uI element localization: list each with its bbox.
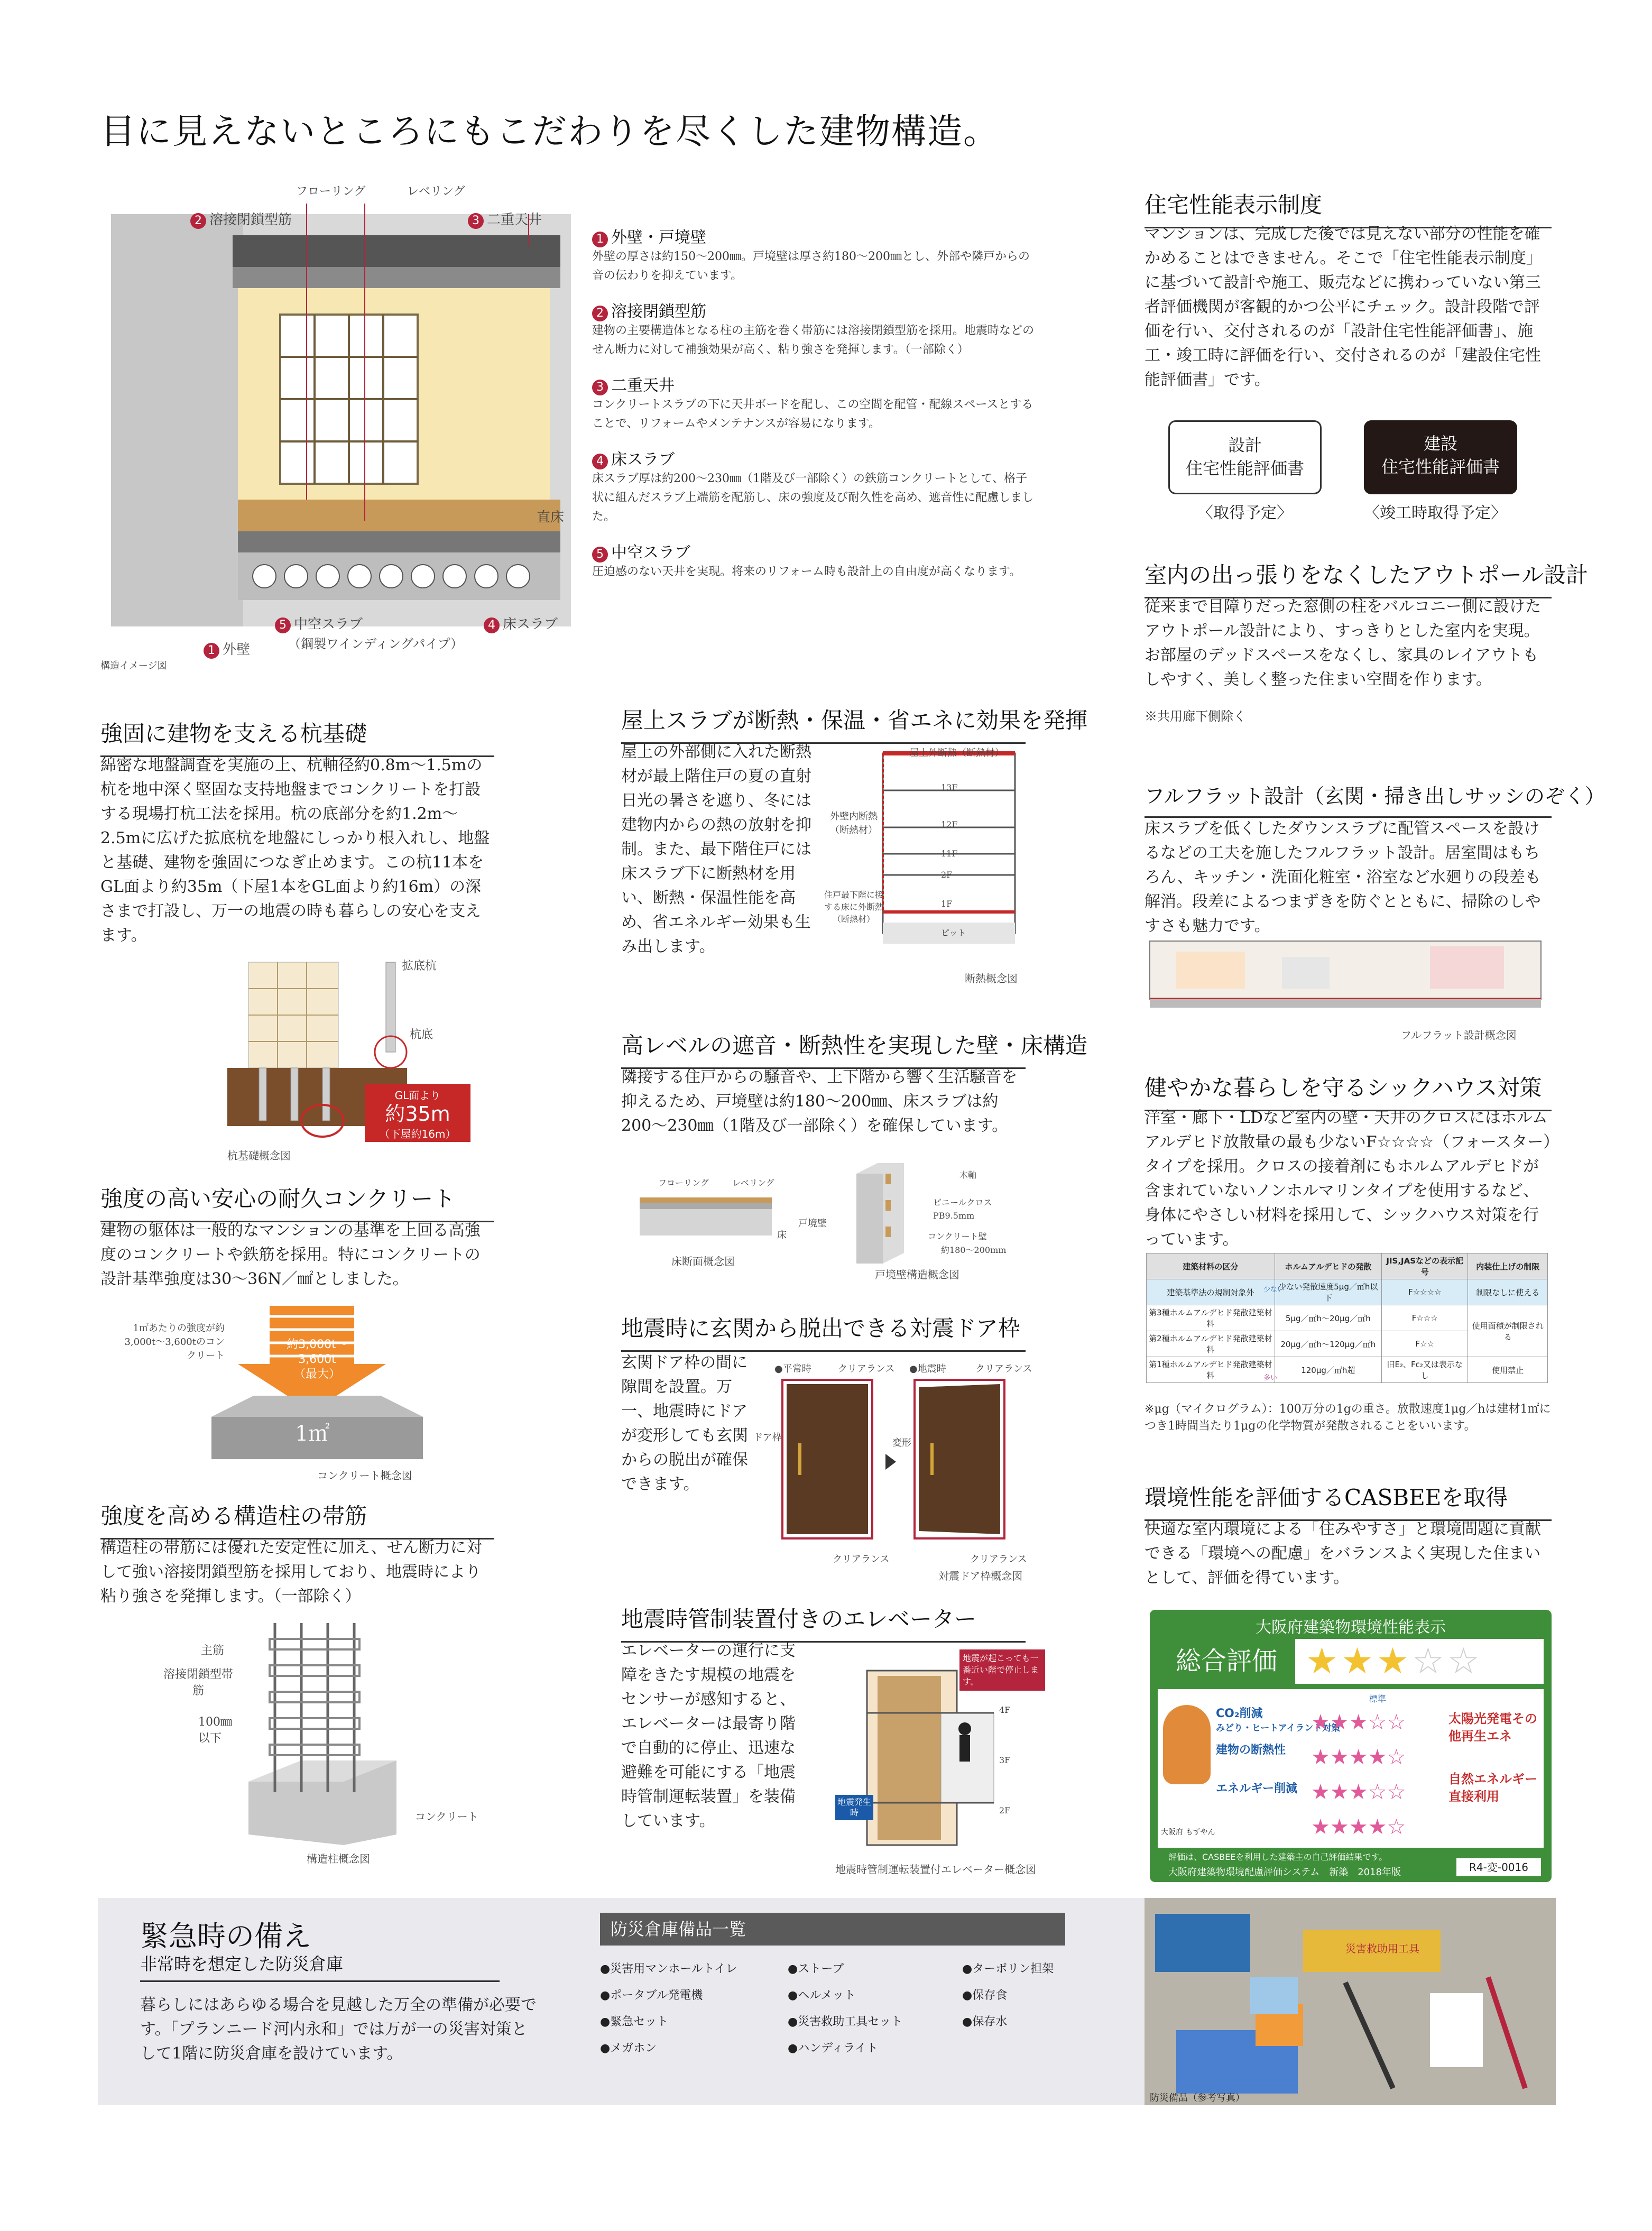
casbee-system: 大阪府建築物環境配慮評価システム 新築 2018年版	[1168, 1867, 1401, 1878]
elevator-floor-2: 2F	[999, 1805, 1011, 1815]
casbee-board	[1150, 1610, 1552, 1882]
pile-heading: 強固に建物を支える杭基礎	[100, 716, 494, 757]
star-row: ★★★★☆	[1311, 1745, 1406, 1769]
sound-label-conc: コンクリート壁	[928, 1231, 987, 1241]
sick-cell: 120μg／㎡h超	[1275, 1357, 1381, 1383]
construction-badge-line1: 建設	[1423, 434, 1457, 454]
concrete-text: 建物の躯体は一般的なマンションの基準を上回る高強度のコンクリートや鉄筋を採用。特にコンクリートの設計基準強度は30～36N／㎟としました。	[100, 1221, 481, 1288]
design-badge-note: 〈取得予定〉	[1197, 504, 1293, 522]
mascot-icon	[1163, 1705, 1211, 1784]
diagram-label-flooring: フローリング	[296, 185, 366, 198]
diagram-caption: 構造イメージ図	[100, 660, 167, 671]
casbee-code: R4-変-0016	[1456, 1858, 1541, 1876]
design-badge-line2: 住宅性能評価書	[1185, 458, 1304, 478]
list-item: ●ヘルメット	[788, 1989, 856, 2002]
roof-diagram	[835, 743, 1031, 965]
sound-label-leveling: レベリング	[732, 1178, 774, 1188]
sound-caption-floor: 床断面概念図	[671, 1255, 735, 1268]
diagram-label-leveling: レベリング	[407, 185, 465, 198]
star-icon: ☆	[1447, 1640, 1483, 1682]
emergency-section	[98, 1898, 1556, 2105]
door-label-clear-2: クリアランス	[975, 1363, 1032, 1375]
list-item: ●ターポリン担架	[962, 1962, 1054, 1976]
list-item: ●メガホン	[600, 2042, 657, 2055]
sound-heading: 高レベルの遮音・断熱性を実現した壁・床構造	[621, 1028, 1026, 1069]
emergency-list-col3	[962, 1956, 1054, 2035]
star-icon: ★	[1306, 1640, 1341, 1682]
concrete-caption: コンクリート概念図	[317, 1469, 412, 1482]
sick-th-3: JIS,JASなどの表示記号	[1381, 1253, 1468, 1279]
fullflat-diagram	[1145, 930, 1546, 1020]
roof-caption: 断熱概念図	[965, 972, 1018, 985]
sick-table-wrap	[1146, 1253, 1548, 1383]
casbee-overall-label: 総合評価	[1158, 1639, 1295, 1684]
elevator-text: エレベーターの運行に支障をきたす規模の地震をセンサーが感知すると、エレベーターは最寄り階で自動的に停止、迅速な避難を可能にする「地震時管制運転装置」を装備しています。	[621, 1642, 796, 1830]
fullflat-heading: フルフラット設計（玄関・掃き出しサッシのぞく）	[1145, 780, 1552, 818]
sick-cell: 使用禁止	[1468, 1357, 1548, 1383]
column-label-weld: 溶接閉鎖型帯筋	[163, 1668, 233, 1698]
casbee-left-label: CO₂削減	[1216, 1707, 1263, 1720]
diagram-label-floor-slab: 4 床スラブ	[484, 613, 558, 633]
list-item: ●災害救助工具セット	[788, 2015, 903, 2029]
casbee-detail	[1158, 1689, 1544, 1848]
emergency-text: 暮らしにはあらゆる場合を見越した万全の準備が必要です。「プランニード河内永和」では万が一の災害対策として1階に防災倉庫を設けています。	[140, 1996, 537, 2063]
star-row: ★★★☆☆	[1311, 1780, 1406, 1804]
pile-gl-box	[365, 1084, 470, 1142]
elevator-quake-label: 地震発生時	[835, 1795, 873, 1820]
sound-label-conc2: 約180～200mm	[941, 1245, 1007, 1255]
page-title: 目に見えないところにもこだわりを尽くした建物構造。	[100, 111, 999, 152]
roof-floor-1: 1F	[941, 899, 953, 909]
design-evaluation-badge	[1168, 420, 1322, 494]
item-1-title: 1 外壁・戸境壁	[592, 224, 1036, 247]
casbee-left-label: 建物の断熱性	[1216, 1744, 1286, 1757]
sound-label-flooring: フローリング	[658, 1178, 709, 1188]
construction-badge-line2: 住宅性能評価書	[1381, 457, 1500, 477]
roof-pit: ピット	[941, 928, 966, 938]
emergency-list-col1	[600, 1956, 737, 2062]
roof-heading: 屋上スラブが断熱・保温・省エネに効果を発揮	[621, 703, 1026, 744]
casbee-footnote: 評価は、CASBEEを利用した建築主の自己評価結果です。	[1168, 1852, 1388, 1862]
sick-cell: 5μg／㎡h～20μg／㎡h	[1275, 1305, 1381, 1331]
item-4-title: 4 床スラブ	[592, 446, 1036, 469]
sound-label-slab: 床	[777, 1230, 787, 1241]
sick-cell: F☆☆☆	[1381, 1305, 1468, 1331]
scale-many: 多い	[1263, 1374, 1278, 1382]
item-3-title: 3 二重天井	[592, 372, 1036, 395]
sick-th-4: 内装仕上げの制限	[1468, 1253, 1548, 1279]
elevator-floor-3: 3F	[999, 1755, 1011, 1765]
outpole-note: ※共用廊下側除く	[1145, 709, 1246, 724]
door-label-clear-3: クリアランス	[833, 1554, 890, 1565]
elevator-heading: 地震時管制装置付きのエレベーター	[621, 1602, 1026, 1643]
pile-caption: 杭基礎概念図	[227, 1149, 291, 1162]
pile-gl-line2: 約35m	[385, 1102, 450, 1126]
floor-section-diagram	[640, 1190, 782, 1248]
sick-cell: F☆☆	[1381, 1331, 1468, 1357]
sick-cell: 建築基準法の規制対象外	[1147, 1279, 1275, 1305]
structure-items	[592, 211, 1036, 582]
roof-text: 屋上の外部側に入れた断熱材が最上階住戸の夏の直射日光の暑さを遮り、冬には建物内からの熱の放射を抑制。また、最下階住戸には床スラブ下に断熱材を用い、断熱・保温性能を高め、省エネルギー効果も生み出します。	[621, 743, 811, 956]
structure-diagram	[100, 182, 576, 658]
construction-evaluation-badge	[1364, 420, 1517, 494]
star-icon: ★	[1376, 1640, 1412, 1682]
pile-text: 綿密な地盤調査を実施の上、杭軸径約0.8m～1.5mの杭を地中深く堅固な支持地盤までコンクリートを打設する現場打杭工法を採用。杭の底部分を約1.2m～2.5mに広げた拡底杭を地盤にしっかり根入れし、地盤と基礎、建物を強固につなぎ止めます。この杭11本をGL面より約35m（下屋1本をGL面より約16m）の深さまで打設し、万一の地震の時も暮らしの安心を支えます。	[100, 756, 490, 945]
door-label-frame: ドア枠	[753, 1432, 782, 1443]
door-label-clear-1: クリアランス	[838, 1363, 895, 1375]
sick-cell: 旧E₂、Fc₂又は表示なし	[1381, 1357, 1468, 1383]
design-badge-line1: 設計	[1228, 435, 1262, 455]
door-label-deform: 変形	[892, 1437, 911, 1449]
pile-gl-line1: GL面より	[394, 1089, 441, 1102]
sick-table	[1146, 1253, 1548, 1383]
perf-heading: 住宅性能表示制度	[1145, 188, 1552, 228]
casbee-right-label: 自然エネルギー直接利用	[1448, 1772, 1537, 1804]
concrete-arrow-line3: （最大）	[293, 1368, 340, 1381]
casbee-left-label: エネルギー削減	[1216, 1782, 1298, 1795]
table-row	[1147, 1279, 1548, 1305]
roof-floor-13: 13F	[941, 782, 958, 792]
column-caption: 構造柱概念図	[307, 1852, 370, 1865]
casbee-mascot-label: 大阪府 もずやん	[1161, 1828, 1215, 1837]
item-3-text: コンクリートスラブの下に天井ボードを配し、この空間を配管・配線スペースとすることで、リフォームやメンテナンスが容易になります。	[592, 398, 1033, 430]
casbee-right-label: 太陽光発電その他再生エネ	[1448, 1711, 1537, 1744]
roof-label-ext: 外壁内断熱（断熱材）	[830, 811, 878, 836]
sick-cell: 第2種ホルムアルデヒド発散建築材料	[1147, 1331, 1275, 1357]
emergency-list-title: 防災倉庫備品一覧	[600, 1913, 1065, 1946]
door-caption: 対震ドア枠概念図	[938, 1570, 1023, 1582]
casbee-star-rows	[1311, 1705, 1406, 1845]
elevator-floor-4: 4F	[999, 1705, 1011, 1715]
star-row: ★★★☆☆	[1311, 1710, 1406, 1735]
list-item: ●ハンディライト	[788, 2042, 878, 2055]
sound-label-wall: 戸境壁	[798, 1218, 827, 1229]
sound-label-vinyl: ビニールクロス	[933, 1197, 992, 1207]
diagram-label-double-ceiling: 3 二重天井	[468, 209, 542, 229]
roof-floor-2: 2F	[941, 870, 953, 880]
casbee-text: 快適な室内環境による「住みやすさ」と環境問題に貢献できる「環境への配慮」をバランスよく実現した住まいとして、評価を得ています。	[1145, 1520, 1541, 1587]
casbee-overall-bar	[1158, 1639, 1544, 1684]
emergency-heading: 緊急時の備え	[140, 1920, 311, 1953]
concrete-arrow-line1: 約3,000t～	[287, 1338, 348, 1351]
roof-label-low: 住戸最下階に接する床に外断熱（断熱材）	[824, 890, 883, 924]
sick-th-1: 建築材料の区分	[1147, 1253, 1275, 1279]
item-5-text: 圧迫感のない天井を実現。将来のリフォーム時も設計上の自由度が高くなります。	[592, 565, 1021, 578]
emergency-subheading: 非常時を想定した防災倉庫	[140, 1951, 500, 1982]
concrete-label: 1㎡あたりの強度が約3,000t～3,600tのコンクリート	[124, 1323, 225, 1361]
roof-floor-11: 11F	[941, 849, 958, 859]
item-5-title: 5 中空スラブ	[592, 539, 1036, 563]
sound-label-wood: 木軸	[959, 1170, 977, 1180]
sick-cell: 第3種ホルムアルデヒド発散建築材料	[1147, 1305, 1275, 1331]
column-label-concrete: コンクリート	[415, 1810, 478, 1823]
column-text: 構造柱の帯筋には優れた安定性に加え、せん断力に対して強い溶接閉鎖型筋を採用しており、地震時により粘り強さを発揮します。（一部除く）	[100, 1538, 482, 1606]
sound-label-pb: PB9.5mm	[933, 1211, 975, 1221]
item-4-text: 床スラブ厚は約200～230㎜（1階及び一部除く）の鉄筋コンクリートとして、格子状に組んだスラブ上端筋を配筋し、床の強度及び耐久性を高め、遮音性に配慮しました。	[592, 472, 1034, 523]
door-diagram	[761, 1375, 1026, 1549]
elevator-caption: 地震時管制運転装置付エレベーター概念図	[835, 1863, 1036, 1876]
sick-cell: 使用面積が制限される	[1468, 1305, 1548, 1357]
list-item: ●保存水	[962, 2015, 1008, 2029]
roof-floor-12: 12F	[941, 819, 958, 829]
diagram-label-direct-floor: 直床	[537, 510, 565, 526]
scale-few: 少ない	[1263, 1286, 1285, 1294]
table-row	[1147, 1357, 1548, 1383]
outpole-text: 従来まで目障りだった窓側の柱をバルコニー側に設けたアウトポール設計により、すっきりとした室内を実現。お部屋のデッドスペースをなくし、家具のレイアウトもしやすく、美しく整った住まい空間を作ります。	[1145, 597, 1541, 689]
roof-label-roof: 屋上外断熱（断熱材）	[909, 748, 1004, 759]
elevator-callout: 地震が起こっても一番近い階で停止します。	[959, 1649, 1045, 1691]
fullflat-text: 床スラブを低くしたダウンスラブに配管スペースを設けるなどの工夫を施したフルフラット設計。居室間はもちろん、キッチン・洗面化粧室・浴室など水廻りの段差も解消。段差によるつまずきを防ぐとともに、掃除のしやすさも魅力です。	[1145, 819, 1541, 935]
concrete-arrow-line2: 3,600t	[298, 1353, 336, 1366]
list-item: ●災害用マンホールトイレ	[600, 1962, 737, 1976]
column-label-main: 主筋	[201, 1644, 225, 1657]
list-item: ●緊急セット	[600, 2015, 669, 2029]
list-item: ●保存食	[962, 1989, 1008, 2002]
pile-gl-line3: （下屋約16m）	[379, 1128, 456, 1140]
door-heading: 地震時に玄関から脱出できる対震ドア枠	[621, 1311, 1026, 1352]
sick-note: ※μg（マイクログラム）：100万分の1gの重さ。放散速度1μg／hは建材1㎡につき1時間当たり1μgの化学物質が発散されることをいいます。	[1145, 1403, 1551, 1433]
column-label-pitch: 100㎜以下	[198, 1716, 232, 1745]
star-icon: ★	[1341, 1640, 1377, 1682]
emergency-list-col2	[788, 1956, 902, 2062]
list-item: ●ポータブル発電機	[600, 1989, 703, 2002]
column-heading: 強度を高める構造柱の帯筋	[100, 1499, 494, 1539]
sick-cell: 第1種ホルムアルデヒド発散建築材料	[1147, 1357, 1275, 1383]
casbee-heading: 環境性能を評価するCASBEEを取得	[1145, 1480, 1552, 1521]
door-label-normal: ●平常時	[774, 1363, 811, 1375]
sick-th-2: ホルムアルデヒドの発散	[1275, 1253, 1381, 1279]
emergency-photo-caption: 防災備品（参考写真）	[1150, 2092, 1245, 2104]
emergency-photo-label: 災害救助用工具	[1345, 1942, 1419, 1955]
perf-text: マンションは、完成した後では見えない部分の性能を確かめることはできません。そこで「住宅性能表示制度」に基づいて設計や施工、販売などに携わっていない第三者評価機関が客観的かつ公平にチェック。設計段階で評価を行い、交付されるのが「設計住宅性能評価書」、施工・竣工時に評価を行い、交付されるのが「建設住宅性能評価書」です。	[1145, 225, 1542, 389]
door-label-quake: ●地震時	[909, 1363, 946, 1375]
diagram-label-hollow-slab: 5 中空スラブ	[275, 613, 363, 633]
outpole-heading: 室内の出っ張りをなくしたアウトポール設計	[1145, 558, 1552, 598]
list-item: ●ストーブ	[788, 1962, 844, 1976]
pile-label-bottom: 杭底	[410, 1028, 433, 1041]
wall-section-diagram	[851, 1163, 909, 1264]
pile-label-expand: 拡底杭	[402, 960, 437, 973]
star-row: ★★★★☆	[1311, 1815, 1406, 1839]
item-1-text: 外壁の厚さは約150～200㎜。戸境壁は厚さ約180～200㎜とし、外部や隣戸からの音の伝わりを抑えています。	[592, 250, 1030, 282]
diagram-label-hollow-sub: （鋼製ワインディングパイプ）	[288, 637, 463, 651]
casbee-right-labels	[1448, 1710, 1538, 1805]
sick-heading: 健やかな暮らしを守るシックハウス対策	[1145, 1071, 1552, 1111]
item-2-title: 2 溶接閉鎖型筋	[592, 298, 1036, 321]
table-row	[1147, 1305, 1548, 1331]
fullflat-caption: フルフラット設計概念図	[1401, 1029, 1517, 1041]
door-label-clear-4: クリアランス	[970, 1554, 1027, 1565]
concrete-area-label: 1㎡	[295, 1422, 330, 1446]
diagram-label-welded: 2 溶接閉鎖型筋	[190, 209, 292, 229]
sick-cell: F☆☆☆☆	[1381, 1279, 1468, 1305]
sick-cell: 少ない発散速度5μg／㎡h以下	[1275, 1279, 1381, 1305]
construction-badge-note: 〈竣工時取得予定〉	[1364, 504, 1507, 522]
sound-caption-wall: 戸境壁構造概念図	[875, 1268, 959, 1281]
diagram-label-outer-wall: 1 外壁	[204, 639, 250, 659]
sick-cell: 20μg／㎡h～120μg／㎡h	[1275, 1331, 1381, 1357]
sick-text: 洋室・廊下・LDなど室内の壁・天井のクロスにはホルムアルデヒド放散量の最も少ないF☆☆☆☆（フォースター）タイプを採用。クロスの接着剤にもホルムアルデヒドが含まれていないノンホルマリンタイプを使用するなど、身体にやさしい材料を採用して、シックハウス対策を行っています。	[1145, 1109, 1552, 1249]
star-icon: ☆	[1411, 1640, 1447, 1682]
casbee-overall-stars	[1306, 1639, 1483, 1684]
casbee-left-label: みどり・ヒートアイランド対策	[1216, 1723, 1341, 1734]
column-diagram	[243, 1623, 402, 1845]
sound-text: 隣接する住戸からの騒音や、上下階から響く生活騒音を抑えるため、戸境壁は約180～200㎜、床スラブは約200～230㎜（1階及び一部除く）を確保しています。	[621, 1068, 1018, 1135]
concrete-arrow-label	[275, 1338, 359, 1382]
casbee-std-label: 標準	[1369, 1694, 1387, 1704]
item-2-text: 建物の主要構造体となる柱の主筋を巻く帯筋には溶接閉鎖型筋を採用。地震時などのせん断力に対して補強効果が高く、粘り強さを発揮します。（一部除く）	[592, 324, 1035, 356]
concrete-heading: 強度の高い安心の耐久コンクリート	[100, 1182, 494, 1222]
emergency-photo	[1145, 1898, 1556, 2105]
sick-cell: 制限なしに使える	[1468, 1279, 1548, 1305]
casbee-board-title: 大阪府建築物環境性能表示	[1256, 1618, 1446, 1637]
door-text: 玄関ドア枠の間に隙間を設置。万一、地震時にドアが変形しても玄関からの脱出が確保できます。	[621, 1353, 748, 1494]
